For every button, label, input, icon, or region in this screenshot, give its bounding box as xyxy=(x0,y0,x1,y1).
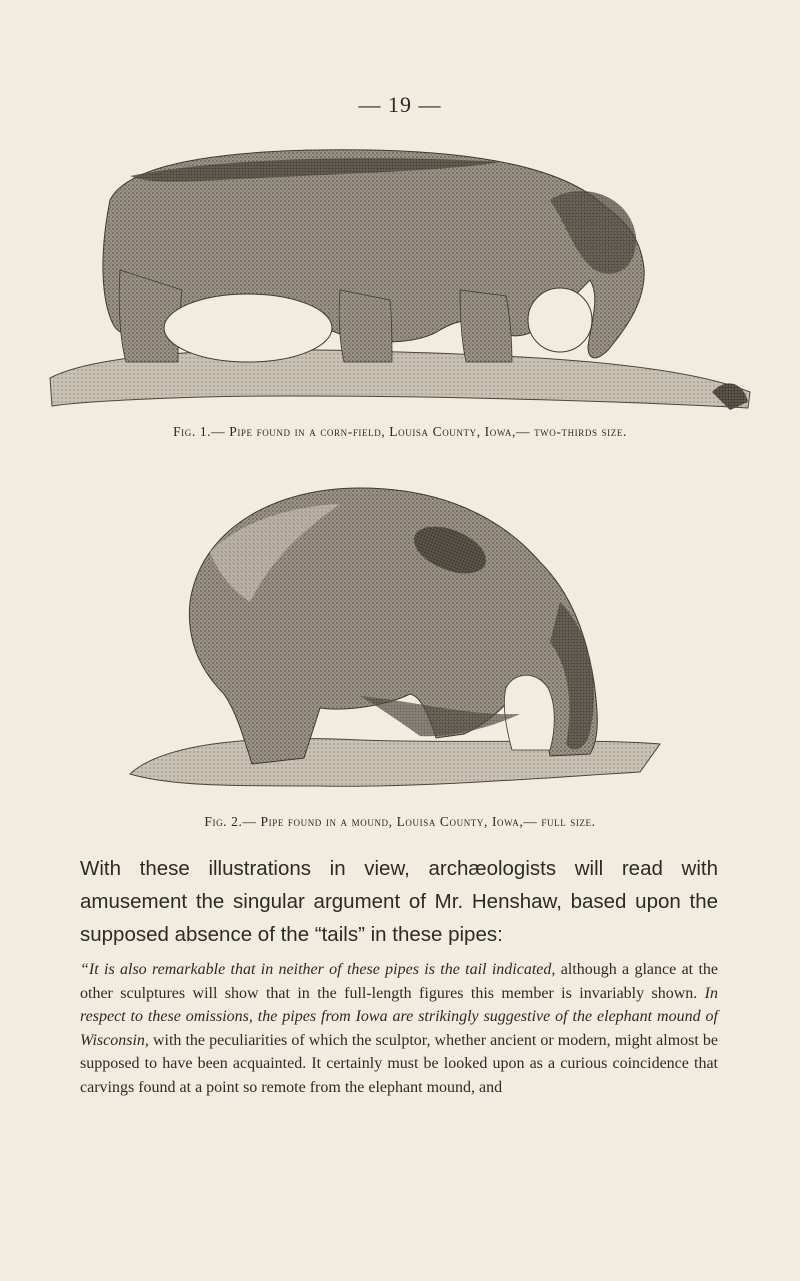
quoted-passage xyxy=(80,958,718,1100)
intro-paragraph: With these illustrations in view, archæologists will read with amusement the singular argument of Mr. Henshaw, based upon the supposed absence of the “tails” in these pipes: xyxy=(80,857,718,946)
figure-1 xyxy=(0,140,800,422)
figure-2 xyxy=(0,482,800,802)
elephant-pipe-side-view-illustration xyxy=(40,140,760,422)
quote-text-4: with the peculiarities of which the sculptor, whether ancient or modern, might almost be supposed to have been acquainted. It certainly must be looked upon as a curious coincidence that carvings found at a point so remote from the elephant mound, and xyxy=(80,1031,718,1096)
quote-italic-1: “It is also remarkable that in neither of these pipes is the tail indicated, xyxy=(80,961,556,978)
page-number: — 19 — xyxy=(358,92,442,117)
figure-2-caption: Fig. 2.— Pipe found in a mound, Louisa County, Iowa,— full size. xyxy=(204,814,596,829)
quote-italic-3: In respect to these omissions, the pipes from Iowa are strikingly suggestive of the elephant mound of Wisconsin, xyxy=(80,984,718,1049)
figure-1-caption: Fig. 1.— Pipe found in a corn-field, Louisa County, Iowa,— two-thirds size. xyxy=(173,424,627,439)
elephant-pipe-three-quarter-view-illustration xyxy=(120,482,680,802)
quote-text-2: although a glance at the other sculptures will show that in the full-length figures this member is invariably shown. xyxy=(80,961,719,1002)
